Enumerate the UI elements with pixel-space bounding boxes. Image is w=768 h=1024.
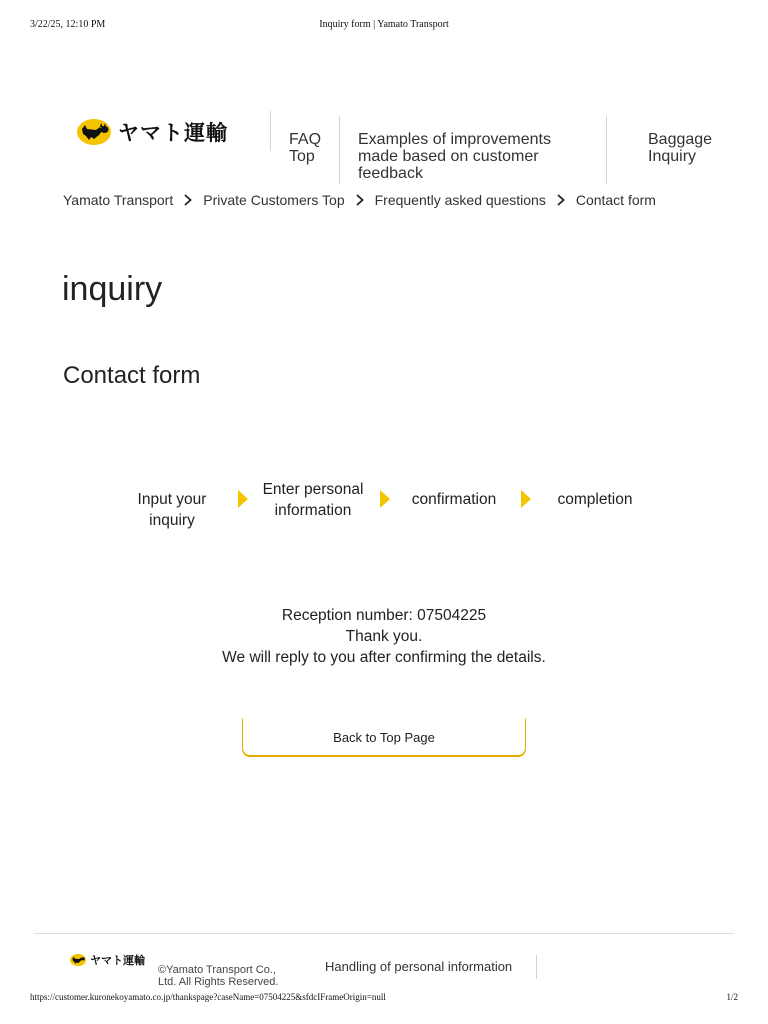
privacy-policy-link[interactable]: Handling of personal information xyxy=(325,959,513,974)
thank-you-text: Thank you. xyxy=(345,628,423,645)
reception-number: Reception number: 07504225 xyxy=(281,607,487,624)
step-arrow-icon xyxy=(521,490,531,508)
breadcrumb-contact-form: Contact form xyxy=(575,192,656,208)
logo-text: ヤマト運輸 xyxy=(118,121,228,145)
copyright-line2: Ltd. All Rights Reserved. xyxy=(158,976,279,988)
nav-divider xyxy=(339,116,340,184)
yamato-logo[interactable] xyxy=(76,117,228,147)
completion-message xyxy=(0,605,768,668)
nav-faq-top[interactable] xyxy=(289,131,321,165)
breadcrumb-faq[interactable]: Frequently asked questions xyxy=(374,192,546,208)
footer-divider-vertical xyxy=(536,955,537,979)
section-title: Contact form xyxy=(63,362,201,389)
nav-baggage-line1: Baggage xyxy=(648,131,713,148)
nav-faq-line1: FAQ xyxy=(289,131,322,148)
breadcrumb-private-customers-top[interactable]: Private Customers Top xyxy=(203,192,345,208)
page-title: inquiry xyxy=(62,270,163,308)
nav-baggage-line2: Inquiry xyxy=(648,148,697,165)
print-page-number: 1/2 xyxy=(726,992,738,1002)
breadcrumb xyxy=(63,192,656,208)
black-cat-icon xyxy=(69,953,87,967)
back-to-top-button[interactable]: Back to Top Page xyxy=(242,718,526,756)
step-arrow-icon xyxy=(238,490,248,508)
footer-logo[interactable] xyxy=(69,952,145,968)
breadcrumb-yamato-transport[interactable]: Yamato Transport xyxy=(63,192,174,208)
print-datetime: 3/22/25, 12:10 PM xyxy=(30,19,106,30)
footer-logo-text: ヤマト運輸 xyxy=(90,954,145,967)
step-completion: completion xyxy=(557,491,633,508)
step1-line2: inquiry xyxy=(149,512,195,529)
nav-baggage-inquiry[interactable] xyxy=(648,131,712,165)
nav-faq-line2: Top xyxy=(289,148,315,165)
reply-text: We will reply to you after confirming the details. xyxy=(222,649,546,666)
step2-line2: information xyxy=(274,502,352,519)
nav-examples-of-improvements[interactable]: Examples of improvements made based on customer feedback xyxy=(358,131,551,182)
nav-divider xyxy=(606,116,607,184)
copyright xyxy=(158,964,278,988)
print-doc-title: Inquiry form | Yamato Transport xyxy=(319,19,449,30)
step1-line1: Input your xyxy=(137,491,207,508)
step2-line1: Enter personal xyxy=(262,481,364,498)
chevron-right-icon xyxy=(345,194,375,206)
footer-divider xyxy=(34,933,734,934)
step-enter-personal-info xyxy=(253,479,373,521)
nav-divider xyxy=(270,111,271,151)
copyright-line1: ©Yamato Transport Co., xyxy=(158,964,276,976)
print-header xyxy=(0,19,768,33)
step-arrow-icon xyxy=(380,490,390,508)
step-confirmation: confirmation xyxy=(411,491,497,508)
chevron-right-icon xyxy=(546,194,576,206)
chevron-right-icon xyxy=(173,194,203,206)
black-cat-icon xyxy=(76,117,112,147)
print-url: https://customer.kuronekoyamato.co.jp/thankspage?caseName=07504225&sfdcIFrameOrigin=null xyxy=(30,992,386,1002)
print-footer xyxy=(0,992,768,1006)
step-input-inquiry xyxy=(122,489,222,531)
